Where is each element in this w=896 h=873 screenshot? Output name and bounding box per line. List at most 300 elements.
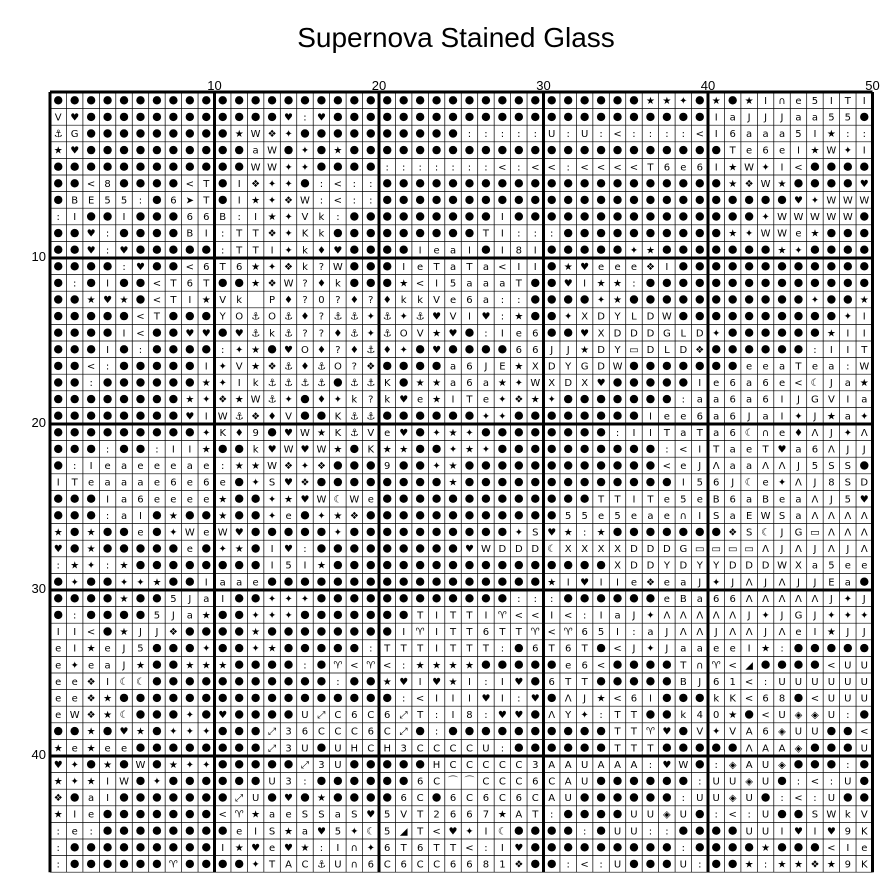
stitch-symbol: ★ (613, 295, 623, 307)
stitch-symbol: 5 (844, 112, 852, 124)
stitch-symbol: D (630, 328, 638, 340)
stitch-symbol: I (648, 411, 652, 423)
stitch-symbol: 6 (729, 411, 736, 423)
stitch-symbol: 5 (828, 112, 835, 124)
stitch-dot (482, 113, 490, 121)
stitch-symbol: e (55, 676, 62, 688)
stitch-symbol: I (829, 344, 833, 356)
stitch-dot (416, 544, 424, 552)
stitch-symbol: ⚓ (251, 328, 261, 340)
stitch-symbol: U (778, 676, 786, 688)
stitch-symbol: < (580, 162, 589, 174)
stitch-dot (284, 96, 292, 104)
stitch-dot (219, 827, 227, 835)
stitch-symbol: k (302, 261, 308, 273)
stitch-symbol: ✦ (350, 826, 359, 838)
stitch-symbol: ★ (53, 743, 63, 755)
stitch-dot (153, 528, 161, 536)
stitch-dot (432, 179, 440, 187)
stitch-dot (301, 578, 309, 586)
stitch-symbol: ★ (662, 95, 672, 107)
stitch-symbol: 6 (449, 809, 457, 821)
stitch-dot (169, 246, 177, 254)
stitch-dot (136, 445, 144, 453)
stitch-symbol: e (203, 527, 210, 539)
stitch-symbol: I (500, 245, 504, 257)
stitch-dot (186, 677, 194, 685)
stitch-dot (87, 395, 95, 403)
stitch-symbol: X (548, 378, 556, 390)
stitch-symbol: ★ (497, 809, 507, 821)
stitch-symbol: O (235, 311, 244, 323)
stitch-dot (136, 594, 144, 602)
stitch-dot (597, 395, 605, 403)
stitch-dot (564, 229, 572, 237)
stitch-symbol: K (334, 427, 342, 439)
stitch-symbol: T (565, 676, 572, 688)
stitch-symbol: : (56, 560, 60, 572)
stitch-dot (728, 329, 736, 337)
stitch-symbol: ✦ (267, 261, 277, 273)
stitch-symbol: ⚓ (333, 311, 343, 323)
stitch-dot (580, 727, 588, 735)
stitch-dot (70, 511, 78, 519)
stitch-symbol: 5 (828, 560, 835, 572)
stitch-dot (860, 777, 868, 785)
stitch-symbol: J (747, 411, 751, 423)
stitch-symbol: ✦ (777, 477, 787, 489)
stitch-symbol: ✦ (300, 461, 310, 473)
stitch-symbol: J (829, 378, 833, 390)
stitch-symbol: ♈ (645, 726, 655, 738)
stitch-dot (416, 594, 424, 602)
stitch-symbol: ❖ (86, 676, 96, 688)
stitch-symbol: ♥ (333, 245, 343, 257)
stitch-symbol: S (268, 826, 276, 838)
stitch-dot (284, 661, 292, 669)
stitch-symbol: ♦ (284, 295, 294, 307)
stitch-symbol: a (696, 643, 703, 655)
stitch-symbol: a (729, 510, 736, 522)
stitch-dot (334, 694, 342, 702)
stitch-symbol: ❖ (168, 627, 178, 639)
stitch-dot (515, 495, 523, 503)
stitch-symbol: A (630, 759, 638, 771)
stitch-dot (383, 129, 391, 137)
stitch-dot (367, 212, 375, 220)
stitch-symbol: I (171, 444, 175, 456)
stitch-dot (531, 428, 539, 436)
stitch-dot (169, 744, 177, 752)
stitch-symbol: : (582, 610, 587, 622)
stitch-symbol: ✦ (843, 311, 853, 323)
stitch-symbol: ♥ (777, 444, 787, 456)
stitch-symbol: : (105, 361, 110, 373)
stitch-symbol: S (828, 461, 835, 473)
stitch-dot (317, 611, 325, 619)
stitch-dot (120, 843, 128, 851)
stitch-dot (630, 395, 638, 403)
stitch-dot (482, 661, 490, 669)
stitch-symbol: ★ (53, 809, 63, 821)
stitch-symbol: ★ (234, 461, 244, 473)
stitch-dot (597, 428, 605, 436)
stitch-dot (367, 777, 375, 785)
stitch-dot (153, 412, 161, 420)
stitch-dot (219, 445, 227, 453)
stitch-dot (844, 163, 852, 171)
stitch-symbol: W (744, 162, 755, 174)
stitch-symbol: ★ (284, 826, 294, 838)
stitch-symbol: X (581, 378, 589, 390)
stitch-symbol: ✦ (679, 95, 688, 107)
stitch-symbol: C (482, 776, 490, 788)
stitch-dot (219, 146, 227, 154)
stitch-symbol: 6 (713, 676, 720, 688)
stitch-dot (87, 279, 95, 287)
stitch-symbol: < (136, 328, 145, 340)
stitch-dot (136, 229, 144, 237)
stitch-symbol: k (417, 295, 424, 307)
stitch-symbol: W (300, 195, 310, 207)
stitch-symbol: e (597, 510, 605, 522)
stitch-dot (70, 312, 78, 320)
stitch-dot (465, 412, 473, 420)
stitch-symbol: W (760, 510, 771, 522)
stitch-symbol: ✦ (399, 311, 408, 323)
stitch-dot (169, 378, 177, 386)
stitch-symbol: W (349, 494, 360, 506)
stitch-symbol: : (303, 112, 307, 124)
stitch-symbol: ♥ (135, 261, 145, 273)
stitch-dot (54, 461, 62, 469)
stitch-symbol: ⚓ (349, 411, 359, 423)
stitch-symbol: H (383, 743, 391, 755)
stitch-symbol: Λ (564, 693, 572, 705)
stitch-dot (87, 843, 95, 851)
stitch-dot (153, 362, 161, 370)
stitch-dot (70, 262, 78, 270)
stitch-symbol: T (71, 477, 78, 489)
stitch-dot (219, 627, 227, 635)
stitch-dot (663, 478, 671, 486)
stitch-dot (531, 661, 539, 669)
stitch-dot (646, 710, 654, 718)
stitch-symbol: G (811, 394, 819, 406)
stitch-dot (498, 179, 506, 187)
stitch-dot (153, 146, 161, 154)
stitch-dot (515, 445, 523, 453)
stitch-symbol: ✦ (432, 427, 441, 439)
stitch-dot (630, 378, 638, 386)
stitch-symbol: ♦ (300, 361, 310, 373)
stitch-symbol: ♥ (251, 842, 261, 854)
stitch-symbol: ♥ (514, 676, 524, 688)
stitch-dot (120, 312, 128, 320)
stitch-symbol: J (813, 610, 817, 622)
stitch-symbol: ⚓ (316, 361, 326, 373)
stitch-symbol: A (564, 776, 572, 788)
stitch-dot (449, 727, 457, 735)
stitch-symbol: S (318, 809, 325, 821)
stitch-symbol: Λ (795, 593, 802, 605)
stitch-symbol: a (729, 461, 736, 473)
stitch-symbol: ★ (596, 278, 606, 290)
stitch-symbol: I (451, 394, 455, 406)
stitch-dot (712, 362, 720, 370)
stitch-symbol: Λ (745, 743, 753, 755)
stitch-dot (778, 196, 786, 204)
stitch-symbol: X (597, 328, 605, 340)
stitch-dot (548, 495, 556, 503)
stitch-dot (284, 528, 292, 536)
stitch-symbol: ★ (464, 660, 474, 672)
stitch-dot (630, 793, 638, 801)
stitch-symbol: ▭ (727, 544, 738, 556)
stitch-dot (186, 561, 194, 569)
stitch-symbol: ★ (859, 295, 869, 307)
stitch-symbol: ★ (218, 510, 228, 522)
stitch-symbol: ★ (70, 560, 80, 572)
stitch-symbol: ✦ (300, 593, 310, 605)
stitch-symbol: U (844, 693, 852, 705)
stitch-symbol: e (762, 477, 769, 489)
stitch-symbol: 5 (384, 826, 391, 838)
stitch-symbol: I (254, 826, 258, 838)
stitch-symbol: ★ (333, 444, 343, 456)
stitch-dot (696, 528, 704, 536)
stitch-symbol: C (367, 743, 375, 755)
stitch-symbol: J (829, 593, 833, 605)
stitch-symbol: T (614, 710, 621, 722)
stitch-dot (482, 246, 490, 254)
stitch-symbol: W (184, 527, 195, 539)
stitch-symbol: a (120, 494, 128, 506)
stitch-symbol: Λ (811, 593, 819, 605)
stitch-symbol: : (615, 427, 620, 439)
stitch-symbol: ☾ (547, 544, 557, 556)
stitch-dot (794, 644, 802, 652)
stitch-symbol: Λ (827, 544, 835, 556)
stitch-symbol: X (531, 361, 539, 373)
stitch-symbol: ❖ (316, 461, 326, 473)
stitch-dot (70, 362, 78, 370)
stitch-dot (301, 528, 309, 536)
stitch-symbol: Λ (745, 627, 753, 639)
stitch-symbol: S (351, 809, 358, 821)
stitch-symbol: U (844, 676, 852, 688)
stitch-symbol: U (712, 793, 720, 805)
stitch-symbol: : (846, 129, 850, 141)
stitch-symbol: : (221, 461, 225, 473)
stitch-dot (761, 793, 769, 801)
stitch-symbol: ∩ (778, 95, 786, 107)
stitch-dot (548, 113, 556, 121)
stitch-dot (169, 362, 177, 370)
stitch-dot (367, 677, 375, 685)
stitch-symbol: T (417, 710, 424, 722)
stitch-dot (630, 777, 638, 785)
stitch-dot (827, 744, 835, 752)
stitch-symbol: U (844, 660, 852, 672)
stitch-dot (301, 96, 309, 104)
stitch-dot (87, 495, 95, 503)
stitch-symbol: ♥ (185, 328, 195, 340)
stitch-dot (794, 843, 802, 851)
stitch-symbol: T (515, 278, 522, 290)
stitch-symbol: : (599, 710, 603, 722)
stitch-symbol: 6 (186, 212, 194, 224)
stitch-dot (367, 246, 375, 254)
stitch-symbol: : (89, 826, 93, 838)
stitch-symbol: A (745, 726, 753, 738)
stitch-dot (301, 644, 309, 652)
stitch-dot (580, 196, 588, 204)
stitch-dot (580, 495, 588, 503)
stitch-dot (120, 528, 128, 536)
stitch-symbol: I (73, 643, 77, 655)
stitch-symbol: : (698, 859, 702, 871)
stitch-symbol: 5 (597, 627, 605, 639)
stitch-dot (860, 644, 868, 652)
stitch-symbol: K (860, 826, 868, 838)
stitch-dot (301, 694, 309, 702)
stitch-dot (564, 96, 572, 104)
stitch-dot (169, 96, 177, 104)
stitch-symbol: T (466, 643, 473, 655)
stitch-symbol: : (484, 162, 488, 174)
stitch-dot (498, 445, 506, 453)
stitch-dot (383, 760, 391, 768)
stitch-dot (712, 827, 720, 835)
stitch-dot (515, 511, 523, 519)
stitch-dot (350, 163, 358, 171)
stitch-symbol: ✦ (843, 610, 853, 622)
stitch-dot (548, 196, 556, 204)
stitch-dot (219, 163, 227, 171)
stitch-dot (531, 212, 539, 220)
stitch-symbol: a (762, 129, 769, 141)
stitch-symbol: Y (663, 560, 670, 572)
stitch-symbol: ⤢ (399, 726, 408, 738)
stitch-symbol: ✦ (580, 710, 589, 722)
stitch-symbol: : (566, 129, 570, 141)
stitch-dot (860, 760, 868, 768)
stitch-symbol: D (597, 361, 605, 373)
stitch-symbol: ☾ (810, 378, 820, 390)
stitch-dot (548, 445, 556, 453)
stitch-symbol: ★ (185, 394, 195, 406)
stitch-symbol: D (679, 344, 688, 356)
stitch-symbol: 6 (762, 378, 769, 390)
stitch-symbol: V (729, 726, 737, 738)
stitch-symbol: 6 (729, 427, 736, 439)
stitch-symbol: K (729, 693, 736, 705)
stitch-symbol: 6 (466, 378, 473, 390)
stitch-dot (153, 561, 161, 569)
stitch-symbol: V (433, 295, 440, 307)
stitch-symbol: U (548, 129, 556, 141)
stitch-dot (630, 528, 638, 536)
stitch-dot (186, 860, 194, 868)
stitch-symbol: : (56, 826, 60, 838)
stitch-dot (465, 478, 473, 486)
stitch-symbol: a (844, 577, 851, 589)
stitch-symbol: Λ (860, 510, 868, 522)
stitch-symbol: W (316, 444, 327, 456)
stitch-symbol: < (514, 610, 524, 622)
stitch-dot (613, 212, 621, 220)
stitch-dot (449, 129, 457, 137)
stitch-dot (301, 412, 309, 420)
stitch-symbol: : (500, 129, 505, 141)
stitch-dot (696, 279, 704, 287)
stitch-symbol: ✦ (300, 145, 310, 157)
stitch-symbol: ✦ (514, 378, 524, 390)
stitch-symbol: W (777, 212, 787, 224)
stitch-symbol: : (451, 162, 455, 174)
stitch-dot (531, 578, 539, 586)
stitch-dot (202, 694, 210, 702)
stitch-symbol: U (679, 809, 687, 821)
stitch-symbol: ⤢ (399, 710, 408, 722)
stitch-symbol: E (499, 361, 506, 373)
stitch-dot (449, 594, 457, 602)
stitch-symbol: ★ (251, 261, 261, 273)
stitch-symbol: I (616, 577, 620, 589)
stitch-symbol: ♥ (119, 726, 129, 738)
stitch-symbol: : (56, 859, 60, 871)
stitch-dot (383, 694, 391, 702)
stitch-dot (153, 428, 161, 436)
stitch-dot (811, 843, 819, 851)
stitch-symbol: I (862, 145, 866, 157)
stitch-dot (169, 146, 177, 154)
stitch-dot (350, 113, 358, 121)
stitch-symbol: : (599, 129, 603, 141)
stitch-symbol: e (795, 228, 802, 240)
stitch-dot (235, 478, 243, 486)
stitch-symbol: 6 (351, 710, 358, 722)
stitch-dot (87, 412, 95, 420)
stitch-symbol: C (433, 859, 441, 871)
stitch-symbol: I (550, 610, 554, 622)
stitch-dot (235, 113, 243, 121)
stitch-dot (679, 362, 687, 370)
stitch-dot (696, 843, 704, 851)
stitch-symbol: a (482, 278, 489, 290)
stitch-symbol: : (500, 311, 505, 323)
stitch-symbol: K (860, 859, 868, 871)
stitch-dot (597, 113, 605, 121)
stitch-symbol: T (219, 261, 226, 273)
stitch-dot (367, 594, 375, 602)
stitch-symbol: a (729, 112, 736, 124)
stitch-dot (531, 96, 539, 104)
stitch-symbol: ✦ (843, 593, 853, 605)
stitch-dot (169, 793, 177, 801)
stitch-symbol: 6 (203, 212, 210, 224)
stitch-symbol: : (105, 245, 110, 257)
stitch-symbol: < (136, 311, 145, 323)
stitch-symbol: ✦ (284, 245, 293, 257)
stitch-dot (564, 727, 572, 735)
stitch-dot (482, 428, 490, 436)
stitch-symbol: a (680, 427, 687, 439)
stitch-dot (317, 661, 325, 669)
stitch-dot (597, 793, 605, 801)
stitch-dot (383, 279, 391, 287)
